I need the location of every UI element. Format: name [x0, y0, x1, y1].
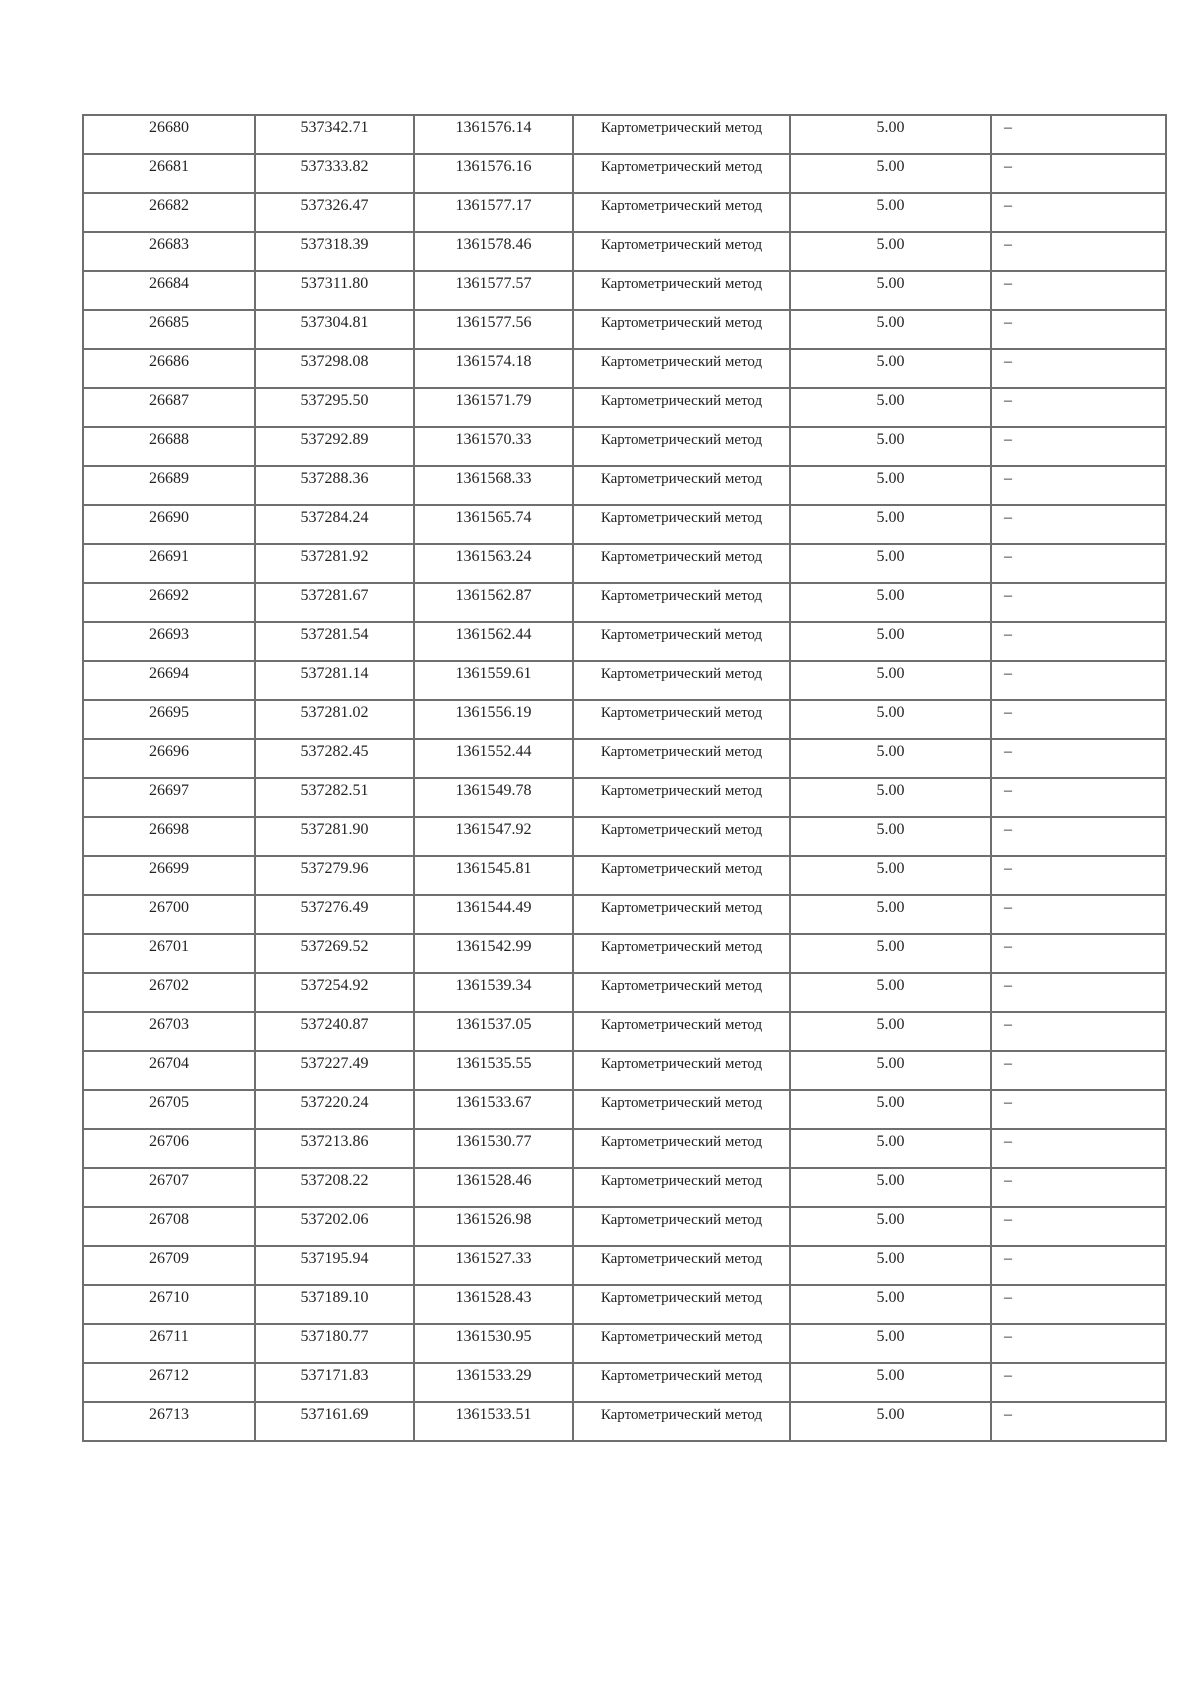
point-number-cell: 26687	[83, 388, 255, 427]
method-cell: Картометрический метод	[573, 1012, 790, 1051]
point-number-cell: 26695	[83, 700, 255, 739]
x-coordinate-cell: 537304.81	[255, 310, 414, 349]
method-cell: Картометрический метод	[573, 856, 790, 895]
coordinates-table-body	[83, 115, 1166, 1441]
y-coordinate-cell: 1361530.95	[414, 1324, 573, 1363]
y-coordinate-cell: 1361568.33	[414, 466, 573, 505]
note-cell: –	[991, 1051, 1166, 1090]
x-coordinate-cell: 537281.54	[255, 622, 414, 661]
method-cell: Картометрический метод	[573, 1207, 790, 1246]
table-row	[83, 622, 1166, 661]
table-row	[83, 973, 1166, 1012]
method-cell: Картометрический метод	[573, 739, 790, 778]
y-coordinate-cell: 1361549.78	[414, 778, 573, 817]
point-number-cell: 26701	[83, 934, 255, 973]
point-number-cell: 26704	[83, 1051, 255, 1090]
note-cell: –	[991, 583, 1166, 622]
note-cell: –	[991, 154, 1166, 193]
note-cell: –	[991, 817, 1166, 856]
table-row	[83, 1168, 1166, 1207]
method-cell: Картометрический метод	[573, 973, 790, 1012]
table-row	[83, 778, 1166, 817]
table-row	[83, 310, 1166, 349]
x-coordinate-cell: 537281.14	[255, 661, 414, 700]
point-number-cell: 26696	[83, 739, 255, 778]
table-row	[83, 1129, 1166, 1168]
y-coordinate-cell: 1361574.18	[414, 349, 573, 388]
note-cell: –	[991, 271, 1166, 310]
x-coordinate-cell: 537282.51	[255, 778, 414, 817]
point-number-cell: 26688	[83, 427, 255, 466]
table-row	[83, 427, 1166, 466]
x-coordinate-cell: 537254.92	[255, 973, 414, 1012]
note-cell: –	[991, 466, 1166, 505]
point-number-cell: 26707	[83, 1168, 255, 1207]
x-coordinate-cell: 537180.77	[255, 1324, 414, 1363]
document-page	[82, 114, 1165, 1442]
point-number-cell: 26708	[83, 1207, 255, 1246]
accuracy-cell: 5.00	[790, 1051, 991, 1090]
x-coordinate-cell: 537281.67	[255, 583, 414, 622]
point-number-cell: 26689	[83, 466, 255, 505]
accuracy-cell: 5.00	[790, 1285, 991, 1324]
table-row	[83, 154, 1166, 193]
y-coordinate-cell: 1361565.74	[414, 505, 573, 544]
y-coordinate-cell: 1361556.19	[414, 700, 573, 739]
table-row	[83, 1324, 1166, 1363]
x-coordinate-cell: 537189.10	[255, 1285, 414, 1324]
table-row	[83, 895, 1166, 934]
point-number-cell: 26713	[83, 1402, 255, 1441]
table-row	[83, 1207, 1166, 1246]
table-row	[83, 739, 1166, 778]
note-cell: –	[991, 1090, 1166, 1129]
x-coordinate-cell: 537195.94	[255, 1246, 414, 1285]
note-cell: –	[991, 1285, 1166, 1324]
table-row	[83, 1246, 1166, 1285]
note-cell: –	[991, 388, 1166, 427]
method-cell: Картометрический метод	[573, 1402, 790, 1441]
x-coordinate-cell: 537281.90	[255, 817, 414, 856]
method-cell: Картометрический метод	[573, 1246, 790, 1285]
method-cell: Картометрический метод	[573, 388, 790, 427]
accuracy-cell: 5.00	[790, 1324, 991, 1363]
table-row	[83, 349, 1166, 388]
x-coordinate-cell: 537202.06	[255, 1207, 414, 1246]
method-cell: Картометрический метод	[573, 1090, 790, 1129]
x-coordinate-cell: 537342.71	[255, 115, 414, 154]
point-number-cell: 26691	[83, 544, 255, 583]
accuracy-cell: 5.00	[790, 973, 991, 1012]
y-coordinate-cell: 1361545.81	[414, 856, 573, 895]
x-coordinate-cell: 537276.49	[255, 895, 414, 934]
y-coordinate-cell: 1361533.51	[414, 1402, 573, 1441]
x-coordinate-cell: 537281.92	[255, 544, 414, 583]
point-number-cell: 26705	[83, 1090, 255, 1129]
table-row	[83, 1051, 1166, 1090]
point-number-cell: 26709	[83, 1246, 255, 1285]
accuracy-cell: 5.00	[790, 1090, 991, 1129]
point-number-cell: 26703	[83, 1012, 255, 1051]
accuracy-cell: 5.00	[790, 154, 991, 193]
point-number-cell: 26683	[83, 232, 255, 271]
accuracy-cell: 5.00	[790, 1363, 991, 1402]
method-cell: Картометрический метод	[573, 115, 790, 154]
point-number-cell: 26706	[83, 1129, 255, 1168]
x-coordinate-cell: 537220.24	[255, 1090, 414, 1129]
table-row	[83, 856, 1166, 895]
y-coordinate-cell: 1361530.77	[414, 1129, 573, 1168]
accuracy-cell: 5.00	[790, 583, 991, 622]
note-cell: –	[991, 739, 1166, 778]
x-coordinate-cell: 537311.80	[255, 271, 414, 310]
method-cell: Картометрический метод	[573, 271, 790, 310]
table-row	[83, 661, 1166, 700]
y-coordinate-cell: 1361533.29	[414, 1363, 573, 1402]
y-coordinate-cell: 1361576.14	[414, 115, 573, 154]
table-row	[83, 193, 1166, 232]
point-number-cell: 26681	[83, 154, 255, 193]
method-cell: Картометрический метод	[573, 154, 790, 193]
point-number-cell: 26685	[83, 310, 255, 349]
point-number-cell: 26694	[83, 661, 255, 700]
accuracy-cell: 5.00	[790, 817, 991, 856]
accuracy-cell: 5.00	[790, 232, 991, 271]
x-coordinate-cell: 537279.96	[255, 856, 414, 895]
point-number-cell: 26699	[83, 856, 255, 895]
accuracy-cell: 5.00	[790, 310, 991, 349]
accuracy-cell: 5.00	[790, 661, 991, 700]
y-coordinate-cell: 1361526.98	[414, 1207, 573, 1246]
x-coordinate-cell: 537161.69	[255, 1402, 414, 1441]
table-row	[83, 1090, 1166, 1129]
table-row	[83, 1285, 1166, 1324]
note-cell: –	[991, 1402, 1166, 1441]
y-coordinate-cell: 1361562.44	[414, 622, 573, 661]
accuracy-cell: 5.00	[790, 388, 991, 427]
method-cell: Картометрический метод	[573, 1168, 790, 1207]
note-cell: –	[991, 544, 1166, 583]
method-cell: Картометрический метод	[573, 310, 790, 349]
accuracy-cell: 5.00	[790, 739, 991, 778]
method-cell: Картометрический метод	[573, 1363, 790, 1402]
note-cell: –	[991, 1168, 1166, 1207]
x-coordinate-cell: 537298.08	[255, 349, 414, 388]
accuracy-cell: 5.00	[790, 1129, 991, 1168]
note-cell: –	[991, 856, 1166, 895]
x-coordinate-cell: 537333.82	[255, 154, 414, 193]
table-row	[83, 1402, 1166, 1441]
y-coordinate-cell: 1361547.92	[414, 817, 573, 856]
x-coordinate-cell: 537213.86	[255, 1129, 414, 1168]
note-cell: –	[991, 1012, 1166, 1051]
y-coordinate-cell: 1361563.24	[414, 544, 573, 583]
note-cell: –	[991, 310, 1166, 349]
method-cell: Картометрический метод	[573, 232, 790, 271]
x-coordinate-cell: 537284.24	[255, 505, 414, 544]
y-coordinate-cell: 1361537.05	[414, 1012, 573, 1051]
x-coordinate-cell: 537240.87	[255, 1012, 414, 1051]
note-cell: –	[991, 232, 1166, 271]
point-number-cell: 26686	[83, 349, 255, 388]
x-coordinate-cell: 537227.49	[255, 1051, 414, 1090]
accuracy-cell: 5.00	[790, 193, 991, 232]
note-cell: –	[991, 622, 1166, 661]
point-number-cell: 26684	[83, 271, 255, 310]
method-cell: Картометрический метод	[573, 661, 790, 700]
x-coordinate-cell: 537318.39	[255, 232, 414, 271]
y-coordinate-cell: 1361528.43	[414, 1285, 573, 1324]
note-cell: –	[991, 934, 1166, 973]
y-coordinate-cell: 1361539.34	[414, 973, 573, 1012]
note-cell: –	[991, 1129, 1166, 1168]
method-cell: Картометрический метод	[573, 349, 790, 388]
table-row	[83, 388, 1166, 427]
table-row	[83, 466, 1166, 505]
y-coordinate-cell: 1361562.87	[414, 583, 573, 622]
note-cell: –	[991, 115, 1166, 154]
y-coordinate-cell: 1361577.17	[414, 193, 573, 232]
method-cell: Картометрический метод	[573, 505, 790, 544]
note-cell: –	[991, 778, 1166, 817]
point-number-cell: 26700	[83, 895, 255, 934]
method-cell: Картометрический метод	[573, 1129, 790, 1168]
y-coordinate-cell: 1361576.16	[414, 154, 573, 193]
accuracy-cell: 5.00	[790, 1012, 991, 1051]
note-cell: –	[991, 505, 1166, 544]
y-coordinate-cell: 1361552.44	[414, 739, 573, 778]
accuracy-cell: 5.00	[790, 544, 991, 583]
accuracy-cell: 5.00	[790, 934, 991, 973]
method-cell: Картометрический метод	[573, 1324, 790, 1363]
note-cell: –	[991, 1207, 1166, 1246]
table-row	[83, 583, 1166, 622]
x-coordinate-cell: 537269.52	[255, 934, 414, 973]
y-coordinate-cell: 1361570.33	[414, 427, 573, 466]
accuracy-cell: 5.00	[790, 505, 991, 544]
y-coordinate-cell: 1361533.67	[414, 1090, 573, 1129]
accuracy-cell: 5.00	[790, 1207, 991, 1246]
note-cell: –	[991, 895, 1166, 934]
method-cell: Картометрический метод	[573, 583, 790, 622]
method-cell: Картометрический метод	[573, 544, 790, 583]
note-cell: –	[991, 427, 1166, 466]
point-number-cell: 26680	[83, 115, 255, 154]
y-coordinate-cell: 1361535.55	[414, 1051, 573, 1090]
x-coordinate-cell: 537171.83	[255, 1363, 414, 1402]
note-cell: –	[991, 1246, 1166, 1285]
point-number-cell: 26693	[83, 622, 255, 661]
accuracy-cell: 5.00	[790, 115, 991, 154]
point-number-cell: 26692	[83, 583, 255, 622]
accuracy-cell: 5.00	[790, 427, 991, 466]
accuracy-cell: 5.00	[790, 856, 991, 895]
table-row	[83, 271, 1166, 310]
accuracy-cell: 5.00	[790, 466, 991, 505]
x-coordinate-cell: 537288.36	[255, 466, 414, 505]
y-coordinate-cell: 1361578.46	[414, 232, 573, 271]
method-cell: Картометрический метод	[573, 427, 790, 466]
y-coordinate-cell: 1361527.33	[414, 1246, 573, 1285]
y-coordinate-cell: 1361542.99	[414, 934, 573, 973]
accuracy-cell: 5.00	[790, 271, 991, 310]
accuracy-cell: 5.00	[790, 349, 991, 388]
accuracy-cell: 5.00	[790, 700, 991, 739]
x-coordinate-cell: 537292.89	[255, 427, 414, 466]
y-coordinate-cell: 1361571.79	[414, 388, 573, 427]
coordinates-table	[82, 114, 1167, 1442]
method-cell: Картометрический метод	[573, 700, 790, 739]
note-cell: –	[991, 700, 1166, 739]
method-cell: Картометрический метод	[573, 817, 790, 856]
table-row	[83, 934, 1166, 973]
y-coordinate-cell: 1361544.49	[414, 895, 573, 934]
x-coordinate-cell: 537208.22	[255, 1168, 414, 1207]
method-cell: Картометрический метод	[573, 466, 790, 505]
method-cell: Картометрический метод	[573, 1285, 790, 1324]
table-row	[83, 1363, 1166, 1402]
note-cell: –	[991, 1363, 1166, 1402]
table-row	[83, 232, 1166, 271]
y-coordinate-cell: 1361577.57	[414, 271, 573, 310]
table-row	[83, 544, 1166, 583]
accuracy-cell: 5.00	[790, 1168, 991, 1207]
table-row	[83, 1012, 1166, 1051]
note-cell: –	[991, 193, 1166, 232]
x-coordinate-cell: 537326.47	[255, 193, 414, 232]
table-row	[83, 700, 1166, 739]
point-number-cell: 26697	[83, 778, 255, 817]
x-coordinate-cell: 537282.45	[255, 739, 414, 778]
note-cell: –	[991, 973, 1166, 1012]
point-number-cell: 26698	[83, 817, 255, 856]
table-row	[83, 115, 1166, 154]
method-cell: Картометрический метод	[573, 622, 790, 661]
method-cell: Картометрический метод	[573, 1051, 790, 1090]
method-cell: Картометрический метод	[573, 895, 790, 934]
accuracy-cell: 5.00	[790, 1402, 991, 1441]
accuracy-cell: 5.00	[790, 622, 991, 661]
y-coordinate-cell: 1361528.46	[414, 1168, 573, 1207]
method-cell: Картометрический метод	[573, 778, 790, 817]
method-cell: Картометрический метод	[573, 193, 790, 232]
note-cell: –	[991, 661, 1166, 700]
point-number-cell: 26710	[83, 1285, 255, 1324]
accuracy-cell: 5.00	[790, 895, 991, 934]
accuracy-cell: 5.00	[790, 778, 991, 817]
table-row	[83, 505, 1166, 544]
method-cell: Картометрический метод	[573, 934, 790, 973]
point-number-cell: 26690	[83, 505, 255, 544]
y-coordinate-cell: 1361559.61	[414, 661, 573, 700]
note-cell: –	[991, 1324, 1166, 1363]
point-number-cell: 26682	[83, 193, 255, 232]
point-number-cell: 26702	[83, 973, 255, 1012]
x-coordinate-cell: 537295.50	[255, 388, 414, 427]
accuracy-cell: 5.00	[790, 1246, 991, 1285]
x-coordinate-cell: 537281.02	[255, 700, 414, 739]
table-row	[83, 817, 1166, 856]
point-number-cell: 26712	[83, 1363, 255, 1402]
y-coordinate-cell: 1361577.56	[414, 310, 573, 349]
note-cell: –	[991, 349, 1166, 388]
point-number-cell: 26711	[83, 1324, 255, 1363]
